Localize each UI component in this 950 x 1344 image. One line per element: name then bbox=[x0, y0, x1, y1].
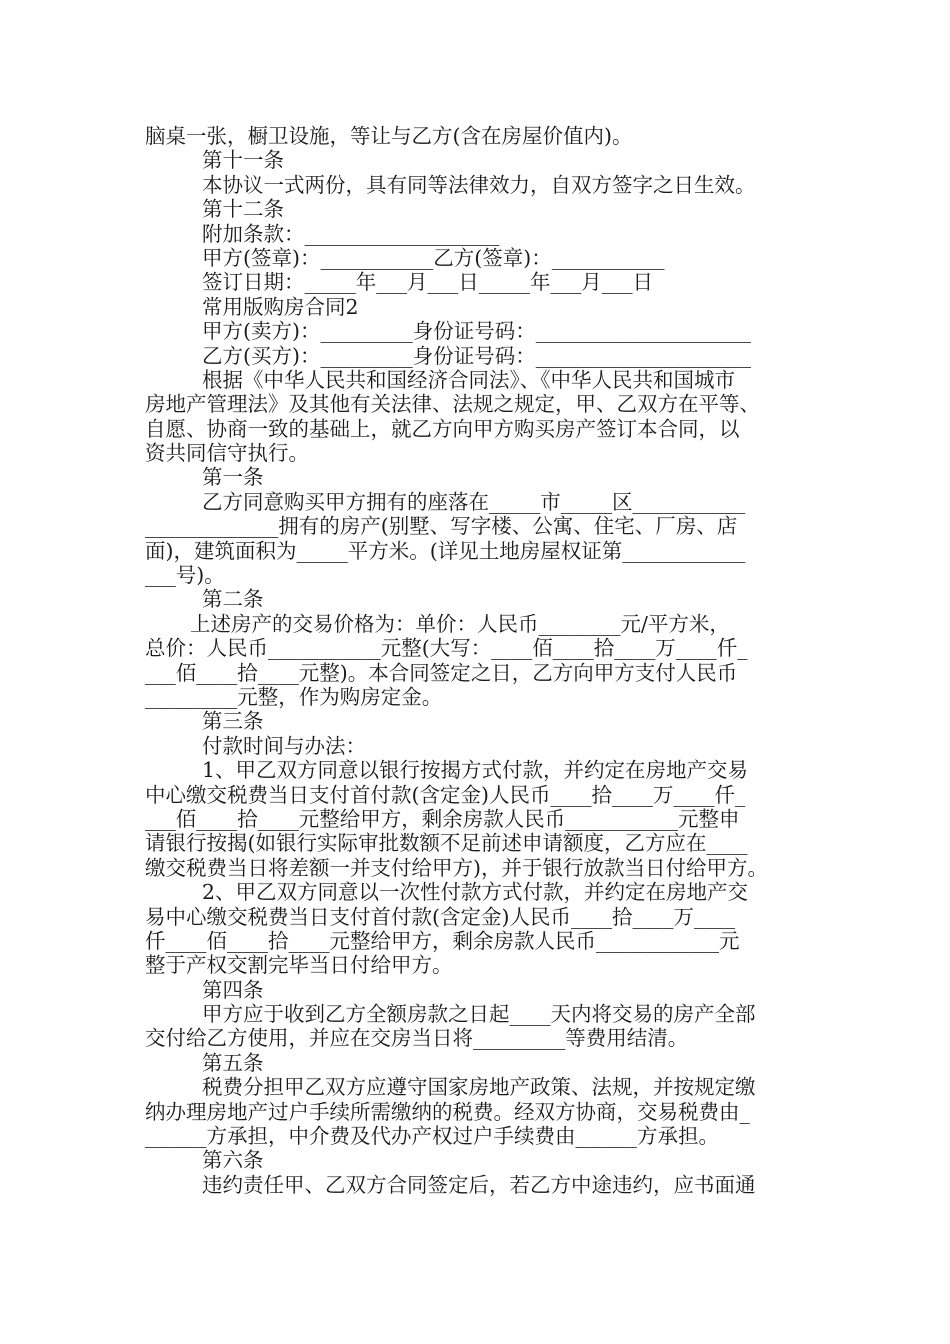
text-line: 第二条 bbox=[202, 587, 264, 612]
text-line: 第十二条 bbox=[202, 197, 284, 222]
text-line: ___佰____拾____元整给甲方，剩余房款人民币___________元整申 bbox=[145, 806, 740, 831]
text-line: 第三条 bbox=[202, 709, 264, 734]
text-line: 付款时间与办法： bbox=[202, 733, 366, 758]
text-line: 乙方同意购买甲方拥有的座落在_____市_____区___________ bbox=[202, 489, 746, 514]
text-line: 交付给乙方使用，并应在交房当日将_________等费用结清。 bbox=[145, 1026, 689, 1051]
text-line: 请银行按揭(如银行实际审批数额不足前述申请额度，乙方应在____ bbox=[145, 831, 748, 856]
text-line: 违约责任甲、乙双方合同签定后，若乙方中途违约，应书面通 bbox=[202, 1172, 756, 1197]
text-line: 资共同信守执行。 bbox=[145, 441, 309, 466]
contract-text bbox=[145, 124, 815, 1197]
text-line: 面)，建筑面积为_____平方米。(详见土地房屋权证第____________ bbox=[145, 538, 746, 563]
text-line: 自愿、协商一致的基础上，就乙方向甲方购买房产签订本合同，以 bbox=[145, 416, 740, 441]
text-line: ______方承担，中介费及代办产权过户手续费由______方承担。 bbox=[145, 1124, 719, 1149]
text-line: 甲方(卖方)：_________身份证号码：_____________________ bbox=[202, 319, 751, 344]
text-line: ___佰____拾____元整)。本合同签定之日，乙方向甲方支付人民币 bbox=[145, 660, 738, 685]
text-line: 税费分担甲乙双方应遵守国家房地产政策、法规，并按规定缴 bbox=[202, 1075, 756, 1100]
text-line: 2、甲乙双方同意以一次性付款方式付款，并约定在房地产交 bbox=[202, 880, 749, 905]
text-line: 常用版购房合同2 bbox=[202, 294, 359, 319]
text-line: 签订日期：_____年___月___日_____年___月___日 bbox=[202, 270, 653, 295]
text-line: 房地产管理法》及其他有关法律、法规之规定，甲、乙双方在平等、 bbox=[145, 392, 760, 417]
text-line: 仟____佰____拾____元整给甲方，剩余房款人民币____________元 bbox=[145, 928, 740, 953]
text-line: ___号)。 bbox=[145, 563, 225, 588]
text-line: 缴交税费当日将差额一并支付给甲方)，并于银行放款当日付给甲方。 bbox=[145, 855, 768, 880]
text-line: 上述房产的交易价格为：单价：人民币________元/平方米， bbox=[190, 611, 730, 636]
text-line: 第四条 bbox=[202, 977, 264, 1002]
text-line: 中心缴交税费当日支付首付款(含定金)人民币____拾____万____仟_ bbox=[145, 782, 746, 807]
text-line: 根据《中华人民共和国经济合同法》、《中华人民共和国城市 bbox=[202, 367, 735, 392]
text-line: 第五条 bbox=[202, 1050, 264, 1075]
text-line: 第十一条 bbox=[202, 148, 284, 173]
text-line: 第六条 bbox=[202, 1148, 264, 1173]
text-line: _____________拥有的房产(别墅、写字楼、公寓、住宅、厂房、店 bbox=[145, 514, 738, 539]
text-line: _________元整，作为购房定金。 bbox=[145, 684, 443, 709]
text-line: 甲方(签章)：___________乙方(签章)：___________ bbox=[202, 245, 665, 270]
text-line: 第一条 bbox=[202, 465, 264, 490]
text-line: 脑桌一张，橱卫设施，等让与乙方(含在房屋价值内)。 bbox=[145, 124, 633, 148]
text-line: 本协议一式两份，具有同等法律效力，自双方签字之日生效。 bbox=[202, 172, 756, 197]
text-line: 易中心缴交税费当日支付首付款(含定金)人民币____拾____万____ bbox=[145, 904, 735, 929]
text-line: 甲方应于收到乙方全额房款之日起____天内将交易的房产全部 bbox=[202, 1002, 756, 1027]
text-line: 纳办理房地产过户手续所需缴纳的税费。经双方协商，交易税费由_ bbox=[145, 1099, 750, 1124]
text-line: 附加条款：___________________ bbox=[202, 221, 500, 246]
text-line: 整于产权交割完毕当日付给甲方。 bbox=[145, 953, 453, 978]
text-line: 总价：人民币___________元整(大写：____佰____拾____万____仟_ bbox=[145, 636, 748, 661]
text-line: 1、甲乙双方同意以银行按揭方式付款，并约定在房地产交易 bbox=[202, 758, 749, 783]
text-line: 乙方(买方)：_________身份证号码：_____________________ bbox=[202, 343, 751, 368]
